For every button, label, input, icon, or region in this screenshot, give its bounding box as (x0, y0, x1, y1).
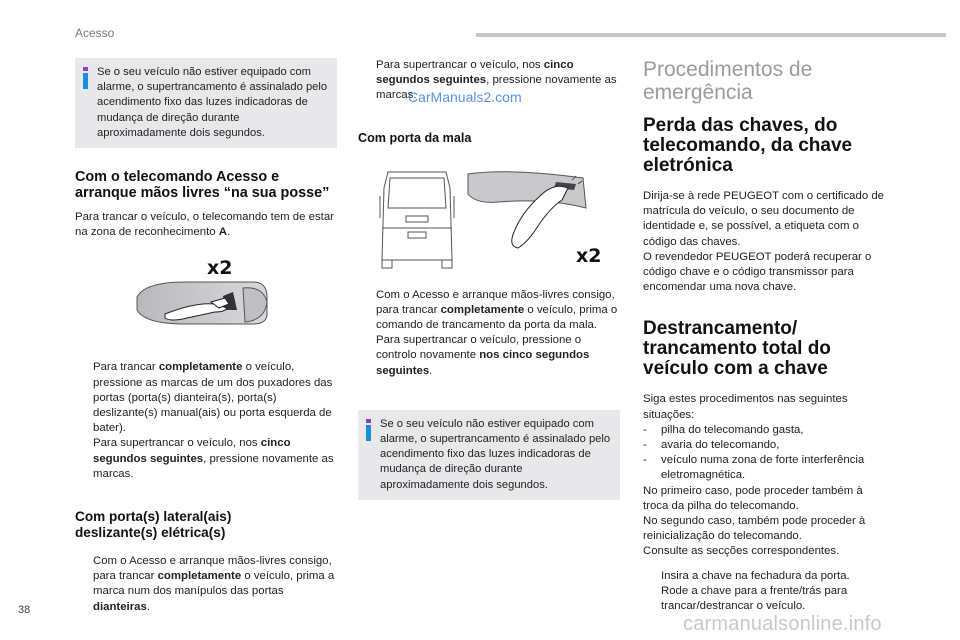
bullet-icon (358, 58, 376, 104)
subtitle-lost-keys: Perda das chaves, do telecomando, da chave eletrónica (643, 115, 853, 176)
para-recognition-zone: Para trancar o veículo, o telecomando tem de estar na zona de reconhecimento A. (75, 211, 334, 239)
x2-label-middle: x2 (576, 244, 602, 267)
bullet-boot-superlock: Para supertrancar o veículo, pressione o controlo novamente nos cinco segundos seguintes. (358, 333, 620, 379)
header-bar (476, 33, 946, 37)
info-box-text: Se o seu veículo não estiver equipado com alarme, o supertrancamento é assinalado pelo acendimento fixo das luzes indicadoras de mudança de direção durante aproximadamente dois segundos. (97, 66, 328, 139)
para-situations: Siga estes procedimentos nas seguintes situações: (643, 393, 848, 421)
bullet-icon (358, 288, 376, 334)
bullet-icon (643, 584, 661, 614)
middle-column (358, 58, 620, 500)
bullet-icon (358, 333, 376, 379)
right-column (643, 58, 891, 614)
bullet-turn-key: Rode a chave para a frente/trás para trancar/destrancar o veículo. (643, 584, 891, 614)
subtitle-key-unlock: Destrancamento/ trancamento total do veículo com a chave (643, 318, 831, 380)
info-box-middle (358, 410, 620, 500)
page-number: 38 (18, 604, 31, 616)
bullet-boot-lock: Com o Acesso e arranque mãos-livres consigo, para trancar completamente o veículo, prima o comando de trancamento da porta da mala. (358, 288, 620, 334)
bullet-superlock-middle: Para supertrancar o veículo, nos cinco segundos seguintes, pressione novamente as marcas. (358, 58, 620, 104)
header-section-label: Acesso (75, 26, 115, 40)
info-box-left (75, 58, 337, 148)
para-see-sections: Consulte as secções correspondentes. (643, 545, 840, 558)
dash-mark: - (643, 423, 647, 436)
title-emergency: Procedimentos de emergência (643, 58, 813, 104)
para-first-case: No primeiro caso, pode proceder também à troca da pilha do telecomando. (643, 484, 863, 512)
bullet-front-doors: Com o Acesso e arranque mãos-livres consigo, para trancar completamente o veículo, prima a marca num dos manípulos das portas dianteiras. (75, 554, 337, 615)
bullet-icon (75, 554, 93, 615)
info-box-text: Se o seu veículo não estiver equipado com alarme, o supertrancamento é assinalado pelo acendimento fixo das luzes indicadoras de mudança de direção durante aproximadamente dois segundos. (380, 417, 611, 491)
bullet-icon (75, 436, 93, 482)
bullet-icon (643, 569, 661, 584)
left-column (75, 58, 337, 615)
para-second-case: No segundo caso, também pode proceder à reinicialização do telecomando. (643, 515, 866, 543)
para-recover-code: O revendedor PEUGEOT poderá recuperar o código chave e o código transmissor para encomendar uma nova chave. (643, 250, 872, 294)
para-dealer: Dirija-se à rede PEUGEOT com o certificado de matrícula do veículo, o seu documento de identidade e, se possível, a etiqueta com o código das chaves. (643, 190, 884, 248)
illustration-door-handle (75, 252, 337, 340)
bullet-insert-key: Insira a chave na fechadura da porta. (643, 569, 891, 584)
bullet-icon (75, 360, 93, 436)
bullet-lock-completely: Para trancar completamente o veículo, pressione as marcas de um dos puxadores das portas (porta(s) dianteira(s), porta(s) deslizante(s) manual(ais) ou porta esquerda de bater). (75, 360, 337, 436)
bullet-superlock: Para supertrancar o veículo, nos cinco segundos seguintes, pressione novamente as marcas. (75, 436, 337, 482)
x2-label-left: x2 (207, 257, 233, 280)
dash-item-interference: - veículo numa zona de forte interferência eletromagnética. (643, 453, 891, 483)
info-icon (83, 67, 88, 89)
footer-watermark: carmanualsonline.info (683, 613, 882, 635)
dash-item-fault: - avaria do telecomando, (643, 438, 891, 453)
dash-mark: - (643, 454, 647, 467)
site-watermark: CarManuals2.com (408, 89, 522, 105)
heading-boot-door: Com porta da mala (358, 130, 472, 145)
illustration-boot (358, 168, 620, 274)
heading-hands-free: Com o telecomando Acesso e arranque mãos livres “na sua posse” (75, 169, 330, 202)
dash-item-battery: - pilha do telecomando gasta, (643, 423, 891, 438)
dash-mark: - (643, 439, 647, 452)
heading-sliding-doors: Com porta(s) lateral(ais) deslizante(s) elétrica(s) (75, 509, 232, 541)
info-icon (366, 419, 371, 441)
